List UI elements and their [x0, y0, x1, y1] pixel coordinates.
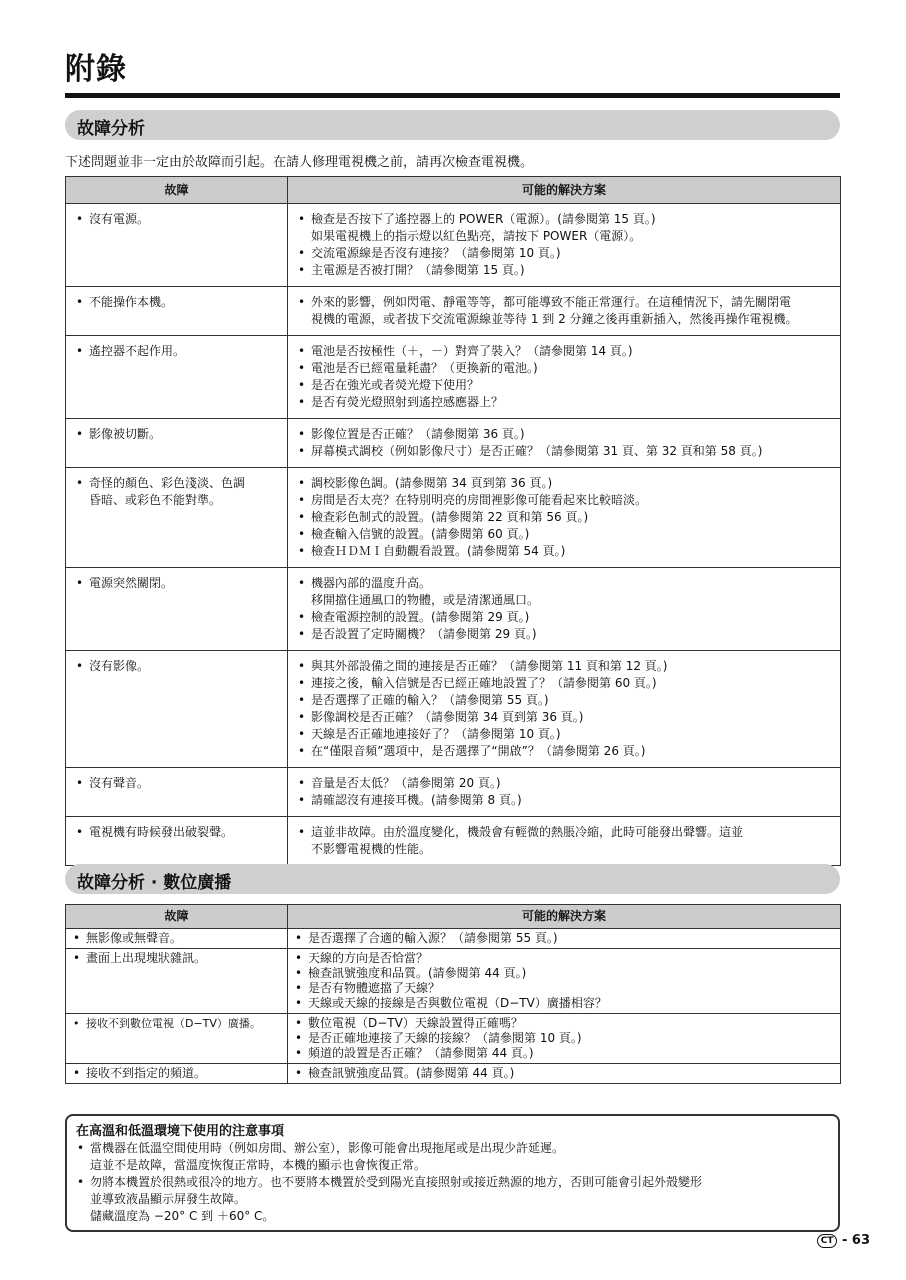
table-header-row [66, 177, 841, 204]
solution-text: • 交流電源線是否沒有連接？（請參閱第 10 頁。) [296, 245, 834, 262]
problem-text: • 沒有電源。 [74, 211, 281, 228]
solution-text: • 請確認沒有連接耳機。(請參閱第 8 頁。) [296, 792, 834, 809]
solution-text: • 影像位置是否正確？（請參閱第 36 頁。) [296, 426, 834, 443]
title-divider [65, 93, 840, 98]
solution-text: • 屏幕模式調校（例如影像尺寸）是否正確？（請參閱第 31 頁、第 32 頁和第 58 頁。) [296, 443, 834, 460]
solution-text: 不影響電視機的性能。 [311, 842, 432, 856]
section-title: 故障分析 [77, 119, 145, 139]
column-header-problem: 故障 [66, 905, 288, 929]
table-row [66, 419, 841, 468]
solution-text: 移開擋住通風口的物體，或是清潔通風口。 [311, 593, 540, 607]
table-row [66, 568, 841, 651]
solution-text: • 天線的方向是否恰當？ [293, 951, 836, 966]
digital-troubleshooting-table [65, 904, 841, 1084]
table-row [66, 336, 841, 419]
column-header-solution: 可能的解決方案 [288, 177, 841, 204]
temperature-notice-box [65, 1114, 840, 1232]
solution-text: • 檢查訊號強度品質。(請參閱第 44 頁。) [293, 1066, 836, 1081]
solution-text: • 是否有熒光燈照射到遙控感應器上？ [296, 394, 834, 411]
solution-text: 如果電視機上的指示燈以紅色點亮，請按下 POWER（電源）。 [311, 229, 642, 243]
problem-text: • 無影像或無聲音。 [71, 931, 283, 946]
problem-text: • 遙控器不起作用。 [74, 343, 281, 360]
notice-text: 並導致液晶顯示屏發生故障。 [90, 1192, 247, 1206]
table-row [66, 468, 841, 568]
solution-text: • 檢查ＨＤＭＩ自動觀看設置。(請參閱第 54 頁。) [296, 543, 834, 560]
problem-text: • 電源突然關閉。 [74, 575, 281, 592]
table-row [66, 204, 841, 287]
problem-text: • 影像被切斷。 [74, 426, 281, 443]
solution-text: • 是否選擇了合適的輸入源？（請參閱第 55 頁。) [293, 931, 836, 946]
problem-text: • 畫面上出現塊狀雜訊。 [71, 951, 283, 966]
solution-text: • 是否正確地連接了天線的接線？（請參閱第 10 頁。) [293, 1031, 836, 1046]
solution-text: • 是否選擇了正確的輸入？（請參閱第 55 頁。) [296, 692, 834, 709]
solution-text: • 頻道的設置是否正確？（請參閱第 44 頁。) [293, 1046, 836, 1061]
table-row [66, 651, 841, 768]
solution-text: 機器內部的溫度升高。 [311, 576, 432, 590]
solution-text: • 天線或天線的接線是否與數位電視（D−TV）廣播相容？ [293, 996, 836, 1011]
table-row [66, 1064, 841, 1084]
section-title: 故障分析 · 數位廣播 [77, 873, 232, 893]
problem-text: • 電視機有時候發出破裂聲。 [74, 824, 281, 841]
solution-text: • 檢查彩色制式的設置。(請參閱第 22 頁和第 56 頁。) [296, 509, 834, 526]
notice-text: 這並不是故障，當溫度恢復正常時，本機的顯示也會恢復正常。 [90, 1158, 427, 1172]
solution-text: • 連接之後，輸入信號是否已經正確地設置了？（請參閱第 60 頁。) [296, 675, 834, 692]
solution-text: 檢查是否按下了遙控器上的 POWER（電源）。(請參閱第 15 頁。) [311, 212, 656, 226]
problem-text: • 接收不到指定的頻道。 [71, 1066, 283, 1081]
footer-separator: - [841, 1233, 848, 1248]
notice-text: 勿將本機置於很熱或很冷的地方。也不要將本機置於受到陽光直接照射或接近熱源的地方，否則可能會引起外殼變形 [90, 1175, 703, 1189]
notice-title: 在高溫和低溫環境下使用的注意事項 [76, 1124, 285, 1139]
problem-text: • 沒有影像。 [74, 658, 281, 675]
solution-text: • 是否在強光或者熒光燈下使用？ [296, 377, 834, 394]
table-row [66, 1014, 841, 1064]
table-row [66, 949, 841, 1014]
region-badge: CT [817, 1234, 838, 1248]
solution-text: • 是否設置了定時關機？（請參閱第 29 頁。) [296, 626, 834, 643]
solution-text: 外來的影響，例如閃電、靜電等等，都可能導致不能正常運行。在這種情況下，請先關閉電 [311, 295, 792, 309]
table-header-row [66, 905, 841, 929]
solution-text: • 天線是否正確地連接好了？（請參閱第 10 頁。) [296, 726, 834, 743]
solution-text: • 音量是否太低？（請參閱第 20 頁。) [296, 775, 834, 792]
solution-text: • 數位電視（D−TV）天線設置得正確嗎？ [293, 1016, 836, 1031]
intro-text: 下述問題並非一定由於故障而引起。在請人修理電視機之前，請再次檢查電視機。 [65, 155, 534, 170]
solution-text: • 在“僅限音頻”選項中，是否選擇了“開啟”？（請參閱第 26 頁。) [296, 743, 834, 760]
solution-text: • 檢查訊號強度和品質。(請參閱第 44 頁。) [293, 966, 836, 981]
problem-text: • 不能操作本機。 [74, 294, 281, 311]
column-header-problem: 故障 [66, 177, 288, 204]
problem-text: 奇怪的顏色、彩色淺淡、色調 [89, 476, 246, 490]
problem-text: • 接收不到數位電視（D−TV）廣播。 [71, 1016, 283, 1031]
solution-text: • 是否有物體遮擋了天線？ [293, 981, 836, 996]
page-footer [817, 1233, 870, 1248]
problem-text: • 沒有聲音。 [74, 775, 281, 792]
solution-text: 這並非故障。由於溫度變化，機殼會有輕微的熱脹冷縮，此時可能發出聲響。這並 [311, 825, 744, 839]
solution-text: • 電池是否按極性（＋，－）對齊了裝入？（請參閱第 14 頁。) [296, 343, 834, 360]
section-header-digital-broadcast [65, 864, 840, 894]
solution-text: • 主電源是否被打開？（請參閱第 15 頁。) [296, 262, 834, 279]
problem-text: 昏暗、或彩色不能對準。 [89, 493, 222, 507]
solution-text: • 檢查輸入信號的設置。(請參閱第 60 頁。) [296, 526, 834, 543]
table-row [66, 817, 841, 866]
page-title: 附錄 [65, 52, 127, 87]
table-row [66, 287, 841, 336]
page-number: 63 [851, 1233, 870, 1248]
solution-text: • 電池是否已經電量耗盡？（更換新的電池。) [296, 360, 834, 377]
troubleshooting-table [65, 176, 841, 866]
solution-text: • 房間是否太亮？在特別明亮的房間裡影像可能看起來比較暗淡。 [296, 492, 834, 509]
solution-text: 視機的電源，或者拔下交流電源線並等待 1 到 2 分鐘之後再重新插入，然後再操作電視機。 [311, 312, 798, 326]
column-header-solution: 可能的解決方案 [288, 905, 841, 929]
table-row [66, 929, 841, 949]
solution-text: • 影像調校是否正確？（請參閱第 34 頁到第 36 頁。) [296, 709, 834, 726]
solution-text: • 檢查電源控制的設置。(請參閱第 29 頁。) [296, 609, 834, 626]
solution-text: • 與其外部設備之間的連接是否正確？（請參閱第 11 頁和第 12 頁。) [296, 658, 834, 675]
notice-text: 當機器在低溫空間使用時（例如房間、辦公室），影像可能會出現拖尾或是出現少許延遲。 [90, 1141, 565, 1155]
table-row [66, 768, 841, 817]
notice-text: 儲藏溫度為 −20° C 到 ＋60° C。 [90, 1209, 275, 1223]
solution-text: • 調校影像色調。(請參閱第 34 頁到第 36 頁。) [296, 475, 834, 492]
section-header-troubleshooting [65, 110, 840, 140]
